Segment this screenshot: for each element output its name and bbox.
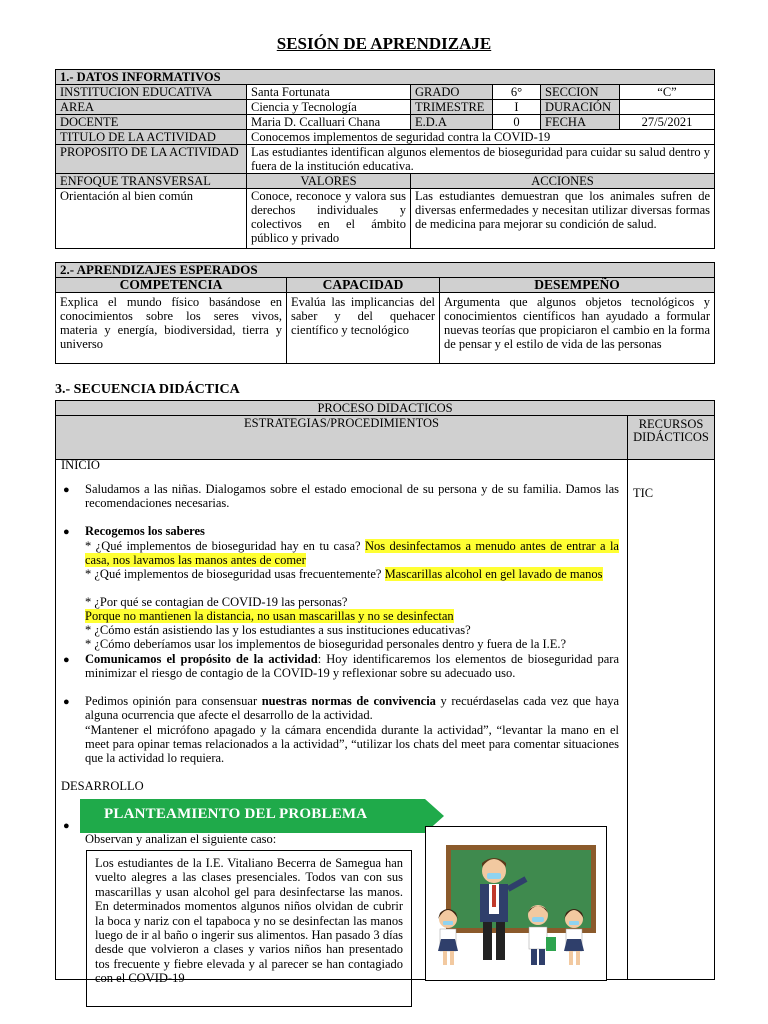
value-seccion: “C” <box>620 85 715 100</box>
value-eda: 0 <box>493 115 541 130</box>
proceso-header: PROCESO DIDACTICOS <box>56 401 715 416</box>
proposito-bold: Comunicamos el propósito de la actividad <box>85 652 318 666</box>
datos-informativos-table <box>55 69 715 249</box>
question-1-text: * ¿Qué implementos de bioseguridad hay en tu casa? <box>85 539 361 553</box>
desarrollo-label: DESARROLLO <box>61 779 144 793</box>
bullet-icon: ● <box>63 820 70 832</box>
normas-paragraph <box>85 694 619 722</box>
answer-2-highlight: Mascarillas alcohol en gel lavado de manos <box>384 567 603 581</box>
label-docente: DOCENTE <box>56 115 247 130</box>
value-competencia: Explica el mundo físico basándose en conocimientos sobre los seres vivos, materia y energía, biodiversidad, tierra y universo <box>56 293 287 364</box>
normas-post: y recuérdaselas cada vez que haya alguna ocurrencia que afecte el desarrollo de la actividad. <box>85 694 619 723</box>
proposito-paragraph <box>85 652 619 680</box>
proposito-text: : Hoy identificaremos los elementos de bioseguridad para minimizar el riesgo de contagio de la COVID-19 y reflexionar sobre su adecuado uso. <box>85 652 620 681</box>
value-fecha: 27/5/2021 <box>620 115 715 130</box>
label-titulo: TITULO DE LA ACTIVIDAD <box>56 130 247 145</box>
bullet-icon: ● <box>63 696 70 708</box>
recursos-header: RECURSOS DIDÁCTICOS <box>628 416 715 460</box>
question-2-text: * ¿Qué implementos de bioseguridad usas frecuentemente? <box>85 567 382 581</box>
value-duracion <box>620 100 715 115</box>
question-5: * ¿Cómo deberíamos usar los implementos de bioseguridad personales dentro y fuera de la I.E.? <box>85 637 567 651</box>
answer-3-highlight: Porque no mantienen la distancia, no usan mascarillas y no se desinfectan <box>85 609 454 623</box>
recurso-tic: TIC <box>633 486 654 500</box>
value-desempeno: Argumenta que algunos objetos tecnológicos y conocimientos científicos han ayudado a formular nuevas teorías que propiciaron el cambio en la forma de pensar y el estilo de vida de las personas <box>440 293 715 364</box>
label-duracion: DURACIÓN <box>541 100 620 115</box>
bullet-icon: ● <box>63 526 70 538</box>
page-title: SESIÓN DE APRENDIZAJE <box>276 34 492 53</box>
label-eda: E.D.A <box>411 115 493 130</box>
value-area: Ciencia y Tecnología <box>247 100 411 115</box>
section-2-header: 2.- APRENDIZAJES ESPERADOS <box>56 263 715 278</box>
value-trimestre: I <box>493 100 541 115</box>
label-area: AREA <box>56 100 247 115</box>
label-enfoque: ENFOQUE TRANSVERSAL <box>56 174 247 189</box>
value-acciones: Las estudiantes demuestran que los animales sufren de diversas enfermedades y necesitan utilizar diversas formas de medicina para mejorar su condición de salud. <box>411 189 715 249</box>
question-2 <box>85 567 619 581</box>
col-capacidad: CAPACIDAD <box>287 278 440 293</box>
col-desempeno: DESEMPEÑO <box>440 278 715 293</box>
saberes-title: Recogemos los saberes <box>85 524 205 538</box>
value-capacidad: Evalúa las implicancias del saber y del quehacer científico y tecnológico <box>287 293 440 364</box>
label-seccion: SECCION <box>541 85 620 100</box>
label-proposito: PROPOSITO DE LA ACTIVIDAD <box>56 145 247 174</box>
normas-pre: Pedimos opinión para consensuar <box>85 694 262 708</box>
recursos-body <box>628 460 715 980</box>
question-3: * ¿Por qué se contagian de COVID-19 las personas? <box>85 595 348 609</box>
value-grado: 6° <box>493 85 541 100</box>
classroom-illustration <box>426 827 605 979</box>
section-3-header: 3.- SECUENCIA DIDÁCTICA <box>55 382 240 397</box>
label-institucion: INSTITUCION EDUCATIVA <box>56 85 247 100</box>
saludo-text: Saludamos a las niñas. Dialogamos sobre el estado emocional de su persona y de su familia. Damos las recomendaciones necesarias. <box>85 482 619 511</box>
value-proposito: Las estudiantes identifican algunos elementos de bioseguridad para cuidar su salud dentro y fuera de la institución educativa. <box>247 145 715 174</box>
label-grado: GRADO <box>411 85 493 100</box>
label-valores: VALORES <box>247 174 411 189</box>
observan-text: Observan y analizan el siguiente caso: <box>85 832 277 846</box>
label-acciones: ACCIONES <box>411 174 715 189</box>
value-institucion: Santa Fortunata <box>247 85 411 100</box>
normas-quote: “Mantener el micrófono apagado y la cámara encendida durante la actividad”, “levantar la mano en el meet para opinar temas relacionados a la actividad”, “utilizar los chats del meet para comentar situaciones que la actividad lo requiera. <box>85 723 619 766</box>
label-fecha: FECHA <box>541 115 620 130</box>
bullet-icon: ● <box>63 654 70 666</box>
aprendizajes-table <box>55 262 715 364</box>
value-enfoque: Orientación al bien común <box>56 189 247 249</box>
estrategias-header: ESTRATEGIAS/PROCEDIMIENTOS <box>56 416 628 460</box>
col-competencia: COMPETENCIA <box>56 278 287 293</box>
question-4: * ¿Cómo están asistiendo las y los estudiantes a sus instituciones educativas? <box>85 623 471 637</box>
bullet-icon: ● <box>63 484 70 496</box>
normas-bold: nuestras normas de convivencia <box>261 694 436 708</box>
section-1-header: 1.- DATOS INFORMATIVOS <box>56 70 715 85</box>
case-text: Los estudiantes de la I.E. Vitaliano Becerra de Samegua han vuelto alegres a las clases presenciales. Todos van con sus mascarillas y usan alcohol gel para desinfectarse las manos. En determinados momentos algunos niños olvidan de cubrir la boca y nariz con el tapaboca y no se desinfectan las manos luego de ir al baño o ingerir sus alimentos. Han pasado 3 días desde que volvieron a clases y varios niños han presentado tos frecuente y fiebre elevada y al parecer se han contagiado con el COVID-19 <box>95 856 403 986</box>
value-docente: Maria D. Ccalluari Chana <box>247 115 411 130</box>
question-1 <box>85 539 619 567</box>
answer-3 <box>85 609 454 623</box>
label-trimestre: TRIMESTRE <box>411 100 493 115</box>
inicio-label: INICIO <box>61 458 100 472</box>
value-valores: Conoce, reconoce y valora sus derechos individuales y colectivos en el ámbito público y privado <box>247 189 411 249</box>
value-titulo: Conocemos implementos de seguridad contra la COVID-19 <box>247 130 715 145</box>
answer-1-highlight: Nos desinfectamos a menudo antes de entrar a la casa, nos lavamos las manos antes de comer <box>85 539 619 568</box>
banner-title: PLANTEAMIENTO DEL PROBLEMA <box>104 806 368 822</box>
